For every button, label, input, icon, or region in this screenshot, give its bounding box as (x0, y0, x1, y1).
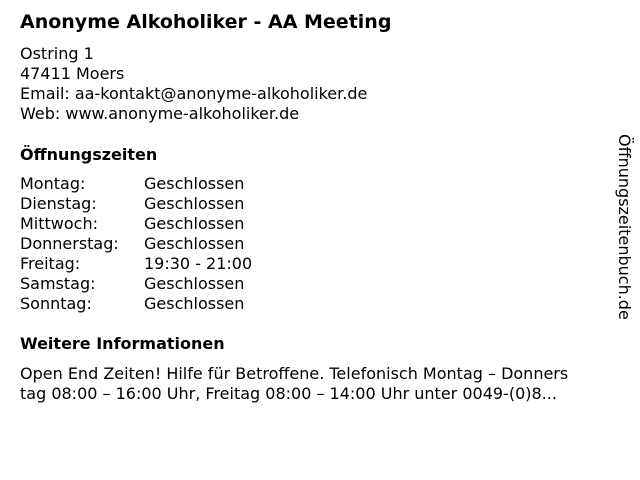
day-label: Sonntag: (20, 294, 92, 313)
hours-row-saturday (20, 274, 252, 294)
day-label: Mittwoch: (20, 214, 98, 233)
time-value: Geschlossen (144, 234, 245, 253)
email-line: Email: aa-kontakt@anonyme-alkoholiker.de (20, 84, 368, 103)
info-text-line: tag 08:00 – 16:00 Uhr, Freitag 08:00 – 14:00 Uhr unter 0049-(0)8... (20, 384, 557, 403)
hours-row-thursday (20, 234, 252, 254)
city-postcode: 47411 Moers (20, 64, 125, 83)
day-label: Dienstag: (20, 194, 97, 213)
street-address: Ostring 1 (20, 44, 94, 63)
time-value: Geschlossen (144, 294, 245, 313)
time-value: 19:30 - 21:00 (144, 254, 253, 273)
address-block (20, 44, 367, 124)
opening-hours-table (20, 174, 252, 314)
further-info-heading: Weitere Informationen (20, 334, 225, 353)
web-line: Web: www.anonyme-alkoholiker.de (20, 104, 300, 123)
day-label: Freitag: (20, 254, 81, 273)
time-value: Geschlossen (144, 194, 245, 213)
hours-row-monday (20, 174, 252, 194)
day-label: Samstag: (20, 274, 96, 293)
info-text-line: Open End Zeiten! Hilfe für Betroffene. Telefonisch Montag – Donners (20, 364, 569, 383)
hours-row-tuesday (20, 194, 252, 214)
opening-hours-heading: Öffnungszeiten (20, 145, 158, 164)
further-info-text (20, 364, 624, 404)
page-title: Anonyme Alkoholiker - AA Meeting (20, 11, 392, 33)
time-value: Geschlossen (144, 214, 245, 233)
day-label: Donnerstag: (20, 234, 119, 253)
day-label: Montag: (20, 174, 86, 193)
time-value: Geschlossen (144, 174, 245, 193)
hours-row-sunday (20, 294, 252, 314)
time-value: Geschlossen (144, 274, 245, 293)
side-brand-watermark: Öffnungszeitenbuch.de (615, 134, 634, 320)
hours-row-friday (20, 254, 252, 274)
hours-row-wednesday (20, 214, 252, 234)
